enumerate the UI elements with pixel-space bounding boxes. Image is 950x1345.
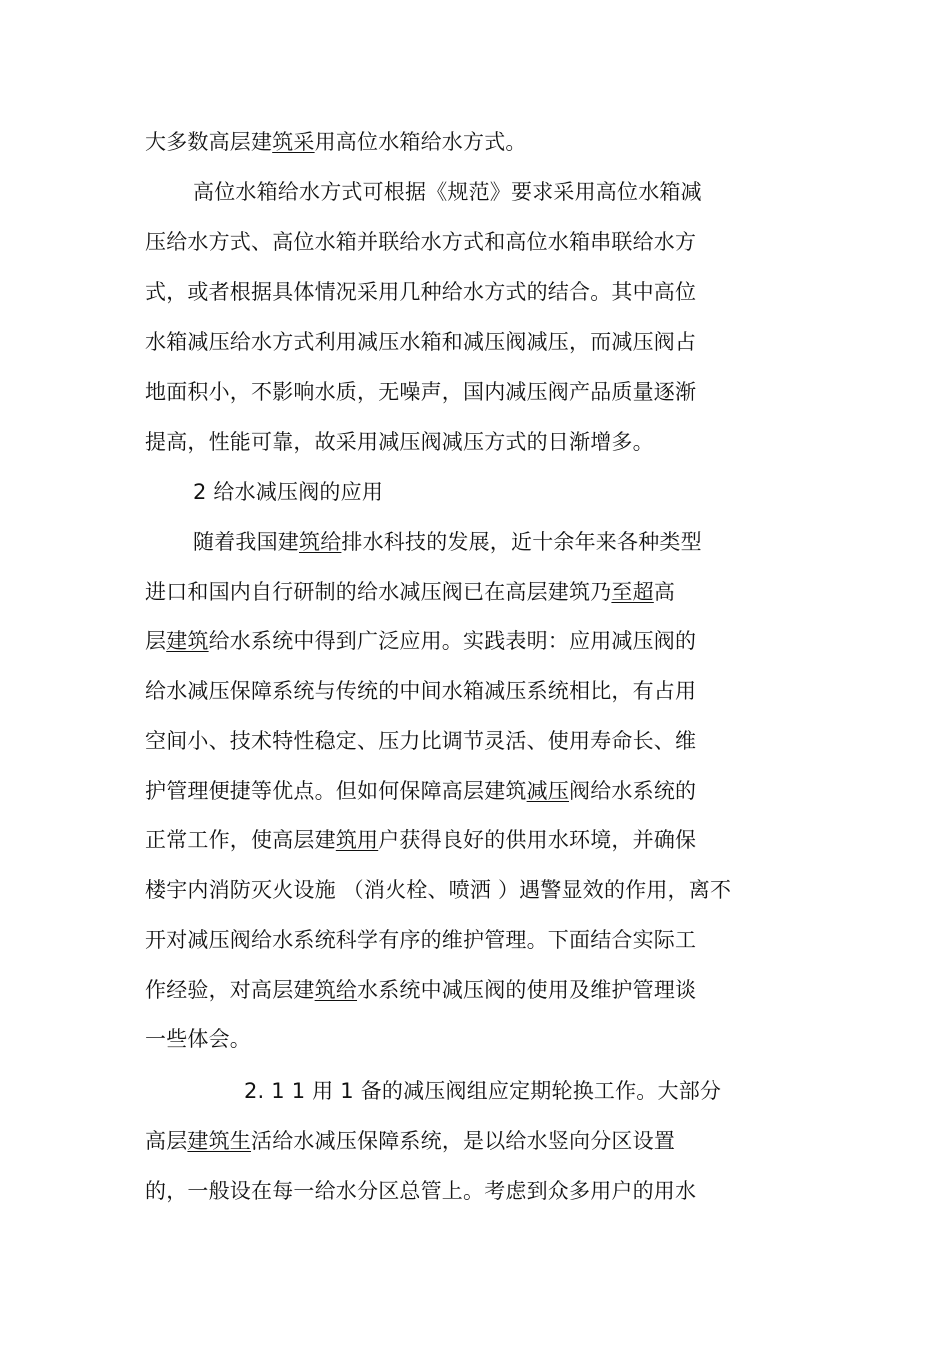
text-segment: 的，一般设在每一给水分区总管上。考虑到众多用户的用水	[145, 1179, 697, 1203]
text-segment: 式，或者根据具体情况采用几种给水方式的结合。其中高位	[145, 280, 697, 304]
underlined-text: 筑采	[272, 130, 315, 154]
text-segment: 用高位水箱给水方式。	[314, 130, 527, 154]
text-segment: 地面积小，不影响水质，无噪声，国内减压阀产品质量逐渐	[145, 380, 697, 404]
text-segment: 进口和国内自行研制的给水减压阀已在高层建筑乃	[145, 580, 612, 604]
text-segment: 压给水方式、高位水箱并联给水方式和高位水箱串联给水方	[145, 230, 697, 254]
text-line	[145, 328, 696, 356]
underlined-text: 建筑生	[187, 1129, 252, 1153]
text-segment: 提高，性能可靠，故采用减压阀减压方式的日渐增多。	[145, 430, 654, 454]
text-line	[145, 876, 731, 904]
text-segment: 活给水减压保障系统，是以给水竖向分区设置	[251, 1129, 676, 1153]
text-segment: 一些体会。	[145, 1027, 251, 1051]
text-line	[145, 976, 696, 1004]
text-line	[145, 378, 696, 406]
text-segment: 给水减压保障系统与传统的中间水箱减压系统相比，有占用	[145, 679, 697, 703]
text-line	[145, 1127, 675, 1155]
text-line	[145, 128, 527, 156]
text-line	[145, 1177, 696, 1205]
text-segment: 2. 1 1 用 1 备的减压阀组应定期轮换工作。大部分	[244, 1079, 722, 1103]
section-heading	[193, 478, 383, 506]
text-line	[145, 428, 654, 456]
underlined-text: 至超	[611, 580, 654, 604]
underlined-text: 减压	[526, 779, 570, 803]
text-line	[145, 677, 696, 705]
underlined-text: 建筑	[166, 629, 209, 653]
text-segment: 层	[145, 629, 167, 653]
underlined-text: 筑给	[314, 978, 358, 1002]
text-segment: 水系统中减压阀的使用及维护管理谈	[357, 978, 697, 1002]
text-segment: 开对减压阀给水系统科学有序的维护管理。下面结合实际工	[145, 928, 697, 952]
text-line	[193, 528, 702, 556]
text-line	[145, 228, 696, 256]
text-line	[145, 627, 696, 655]
text-line	[145, 278, 696, 306]
underlined-text: 筑用	[335, 828, 379, 852]
underlined-text: 筑给	[299, 530, 342, 554]
text-segment: 排水科技的发展，近十余年来各种类型	[341, 530, 702, 554]
text-line	[145, 926, 696, 954]
text-line	[145, 1025, 251, 1053]
text-segment: 2 给水减压阀的应用	[193, 480, 384, 504]
text-segment: 护管理便捷等优点。但如何保障高层建筑	[145, 779, 527, 803]
text-line	[145, 578, 675, 606]
text-segment: 空间小、技术特性稳定、压力比调节灵活、使用寿命长、维	[145, 729, 697, 753]
text-segment: 阀给水系统的	[569, 779, 697, 803]
text-line	[145, 727, 696, 755]
text-segment: 作经验，对高层建	[145, 978, 315, 1002]
text-segment: 大多数高层建	[145, 130, 273, 154]
text-line	[193, 178, 702, 206]
text-segment: 高层	[145, 1129, 188, 1153]
text-segment: 水箱减压给水方式利用减压水箱和减压阀减压，而减压阀占	[145, 330, 697, 354]
text-line	[145, 826, 696, 854]
text-segment: 随着我国建	[193, 530, 299, 554]
subsection-heading	[244, 1077, 721, 1105]
text-line	[145, 777, 696, 805]
text-segment: 楼宇内消防灭火设施 （消火栓、喷洒 ）遇警显效的作用，离不	[145, 878, 732, 902]
text-segment: 户获得良好的供用水环境，并确保	[378, 828, 697, 852]
text-segment: 高位水箱给水方式可根据《规范》要求采用高位水箱减	[193, 180, 702, 204]
text-segment: 高	[653, 580, 676, 604]
text-segment: 给水系统中得到广泛应用。实践表明：应用减压阀的	[208, 629, 697, 653]
text-segment: 正常工作，使高层建	[145, 828, 336, 852]
